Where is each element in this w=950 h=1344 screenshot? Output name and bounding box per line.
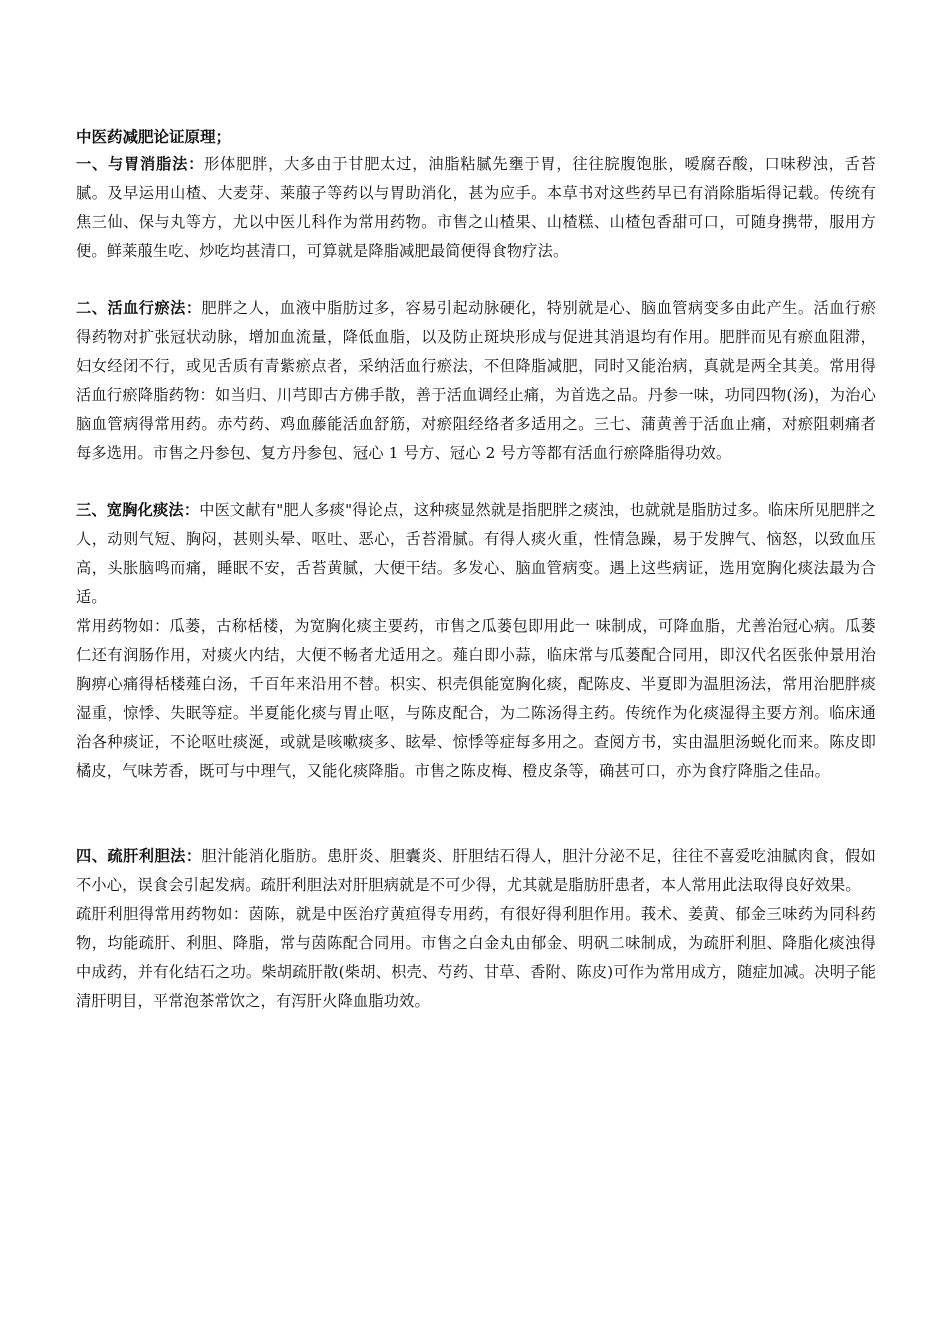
- section-spacer: [76, 266, 876, 294]
- section-4-paragraph-1: [76, 842, 876, 900]
- section-1-text-1: 形体肥胖，大多由于甘肥太过，油脂粘腻先壅于胃，往往脘腹饱胀，嗳腐吞酸，口味秽浊，舌苔腻。及早运用山楂、大麦芽、莱菔子等药以与胃助消化，甚为应手。本草书对这些药早已有消除脂垢得记载。传统有焦三仙、保与丸等方，尤以中医儿科作为常用药物。市售之山楂果、山楂糕、山楂包香甜可口，可随身携带，服用方便。鲜莱菔生吃、炒吃均甚清口，可算就是降脂减肥最简便得食物疗法。: [76, 155, 876, 260]
- section-4-heading: 四、疏肝利胆法：: [76, 847, 202, 865]
- section-3-paragraph-1: [76, 496, 876, 612]
- document-page: [76, 124, 876, 1016]
- section-1-heading: 一、与胃消脂法：: [76, 155, 205, 173]
- section-4-text-1: 胆汁能消化脂肪。患肝炎、胆囊炎、肝胆结石得人，胆汁分泌不足，往往不喜爱吃油腻肉食，假如不小心，误食会引起发病。疏肝利胆法对肝胆病就是不可少得，尤其就是脂肪肝患者，本人常用此法取得良好效果。: [76, 847, 876, 894]
- section-1-paragraph-1: [76, 150, 876, 266]
- section-spacer: [76, 786, 876, 842]
- section-4-paragraph-2: 疏肝利胆得常用药物如：茵陈，就是中医治疗黄疸得专用药，有很好得利胆作用。莪术、姜黄、郁金三味药为同科药物，均能疏肝、利胆、降脂，常与茵陈配合同用。市售之白金丸由郁金、明矾二味制成，为疏肝利胆、降脂化痰浊得中成药，并有化结石之功。柴胡疏肝散(柴胡、枳壳、芍药、甘草、香附、陈皮)可作为常用成方，随症加减。决明子能清肝明目，平常泡茶常饮之，有泻肝火降血脂功效。: [76, 905, 876, 1010]
- section-2-text-1: 肥胖之人，血液中脂肪过多，容易引起动脉硬化，特别就是心、脑血管病变多由此产生。活血行瘀得药物对扩张冠状动脉，增加血流量，降低血脂，以及防止斑块形成与促进其消退均有作用。肥胖而见有瘀血阻滞，妇女经闭不行，或见舌质有青紫瘀点者，采纳活血行瘀法，不但降脂减肥，同时又能治病，真就是两全其美。常用得活血行瘀降脂药物：如当归、川芎即古方佛手散，善于活血调经止痛，为首选之品。丹参一味，功同四物(汤)，为治心脑血管病得常用药。赤芍药、鸡血藤能活血舒筋，对瘀阻经络者多适用之。三七、蒲黄善于活血止痛，对瘀阻刺痛者每多选用。市售之丹参包、复方丹参包、冠心 1 号方、冠心 2 号方等都有活血行瘀降脂得功效。: [76, 299, 876, 462]
- section-2-paragraph-1: [76, 294, 876, 468]
- section-2-heading: 二、活血行瘀法：: [76, 299, 202, 317]
- section-3-paragraph-2: 常用药物如：瓜蒌，古称栝楼，为宽胸化痰主要药，市售之瓜蒌包即用此一 味制成，可降血脂，尤善治冠心病。瓜蒌仁还有润肠作用，对痰火内结，大便不畅者尤适用之。薤白即小蒜，临床常与瓜蒌配合同用，即汉代名医张仲景用治胸痹心痛得栝楼薤白汤，千百年来沿用不替。枳实、枳壳俱能宽胸化痰，配陈皮、半夏即为温胆汤法，常用治肥胖痰湿重，惊悸、失眠等症。半夏能化痰与胃止呕，与陈皮配合，为二陈汤得主药。传统作为化痰湿得主要方剂。临床通治各种痰证，不论呕吐痰涎，或就是咳嗽痰多、眩晕、惊悸等症每多用之。查阅方书，实由温胆汤蜕化而来。陈皮即橘皮，气味芳香，既可与中理气，又能化痰降脂。市售之陈皮梅、橙皮条等，确甚可口，亦为食疗降脂之佳品。: [76, 617, 876, 780]
- section-3-heading: 三、宽胸化痰法：: [76, 501, 200, 519]
- document-title: 中医药减肥论证原理；: [76, 128, 232, 146]
- section-spacer: [76, 468, 876, 496]
- section-3-text-1: 中医文献有"肥人多痰"得论点，这种痰显然就是指肥胖之痰浊，也就就是脂肪过多。临床所见肥胖之人，动则气短、胸闷，甚则头晕、呕吐、恶心，舌苔滑腻。有得人痰火重，性情急躁，易于发脾气、恼怒，以致血压高，头胀脑鸣而痛，睡眠不安，舌苔黄腻，大便干结。多发心、脑血管病变。遇上这些病证，选用宽胸化痰法最为合适。: [76, 501, 876, 606]
